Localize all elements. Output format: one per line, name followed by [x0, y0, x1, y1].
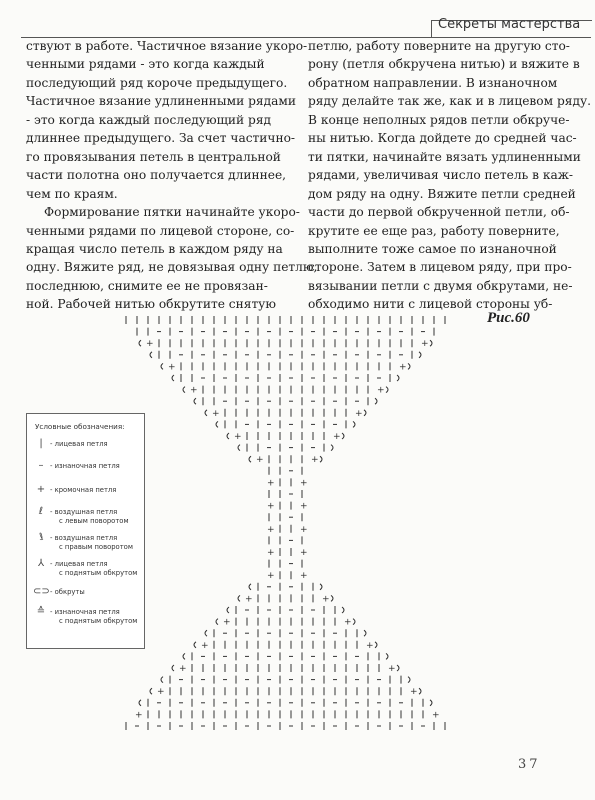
wrap-mark — [205, 410, 207, 416]
yarn-over-right-icon: ℓ — [38, 532, 44, 543]
text-line: части полотна оно получается длиннее, — [26, 168, 287, 183]
chart-row — [194, 641, 377, 651]
edge-stitch-mark: + — [311, 455, 319, 466]
chart-row — [267, 478, 308, 488]
text-line: ствуют в работе. Частичное вязание укоро- — [26, 39, 308, 53]
edge-stitch-mark: + — [267, 571, 275, 582]
chart-row — [227, 432, 344, 442]
text-line: чем по краям. — [26, 186, 118, 201]
chart-row — [269, 490, 302, 498]
chart-row — [269, 467, 302, 475]
text-line: го провязывания петель в центральной — [26, 149, 281, 164]
edge-stitch-mark: + — [179, 664, 187, 674]
wrap-mark — [320, 584, 322, 590]
text-line: одну. Вяжите ряд, не довязывая одну петлю, — [26, 260, 318, 275]
edge-stitch-mark: + — [399, 362, 407, 373]
chart-row — [135, 710, 440, 720]
chart-row — [172, 664, 399, 674]
knit-lifted-wrap-icon: ⅄ — [37, 558, 45, 569]
legend-text: - обкруты — [50, 588, 85, 596]
text-line: ченными рядами по лицевой стороне, со- — [26, 223, 295, 238]
chart-row — [126, 316, 445, 324]
chart-row — [137, 328, 434, 336]
chart-row — [269, 513, 302, 521]
running-header: Секреты мастерства — [438, 17, 581, 32]
chart-row — [205, 409, 366, 419]
text-line: рону (петля обкручена нитью) и вяжите в — [308, 57, 580, 72]
wrap-mark — [161, 363, 163, 369]
chart-row — [216, 420, 355, 428]
wrap-mark — [320, 456, 322, 462]
wrap-mark — [139, 700, 141, 706]
purl-stitch-icon: – — [38, 460, 44, 471]
text-line: обходимо нити с лицевой стороны уб- — [308, 297, 553, 312]
text-line: ны нитью. Когда дойдете до средней час- — [308, 131, 577, 146]
chart-row — [267, 571, 308, 581]
wrap-mark — [238, 445, 240, 451]
text-line: обратном направлении. В изнаночном — [308, 75, 558, 90]
edge-stitch-mark: + — [388, 664, 396, 674]
chart-row — [267, 525, 308, 535]
edge-stitch-mark: + — [212, 408, 220, 419]
text-column-left — [26, 37, 318, 314]
text-line: последнюю, снимите ее не провязан- — [26, 278, 268, 293]
text-line: части до первой обкрученной петли, об- — [308, 205, 570, 220]
edge-stitch-mark: + — [135, 710, 143, 721]
edge-stitch-mark: + — [300, 571, 308, 582]
edge-stitch-icon: + — [36, 484, 46, 495]
wrap-mark — [342, 607, 344, 613]
wrap-mark — [353, 619, 355, 625]
legend-text: - изнаночная петля — [50, 462, 120, 470]
wrap-mark — [172, 375, 174, 381]
text-line: кращая число петель в каждом ряду на — [26, 241, 283, 256]
wrap-mark — [342, 433, 344, 439]
wrap-mark — [194, 398, 196, 404]
wrap-mark — [216, 421, 218, 427]
edge-stitch-mark: + — [234, 432, 242, 442]
chart-row — [238, 444, 333, 452]
edge-stitch-mark: + — [333, 432, 341, 442]
edge-stitch-mark: + — [300, 524, 308, 535]
chart-legend — [26, 413, 145, 649]
wrap-mark — [205, 630, 207, 636]
edge-stitch-mark: + — [344, 617, 352, 628]
wrap-mark — [238, 595, 240, 601]
edge-stitch-mark: + — [410, 687, 418, 698]
yarn-over-left-icon: ℓ — [38, 506, 44, 517]
chart-row — [150, 351, 421, 359]
wrap-mark — [375, 398, 377, 404]
edge-stitch-mark: + — [267, 548, 275, 558]
edge-stitch-mark: + — [267, 524, 275, 535]
text-line: петлю, работу поверните на другую сто- — [308, 39, 570, 53]
text-line: крутите ее еще раз, работу поверните, — [308, 223, 560, 238]
knit-stitch-icon: | — [39, 438, 43, 449]
text-line: ченными рядами - это когда каждый — [26, 57, 265, 72]
edge-stitch-mark: + — [168, 362, 176, 373]
legend-text-cont: с правым поворотом — [59, 543, 133, 551]
text-line: ряду делайте так же, как и в лицевом ряду. — [308, 94, 592, 109]
wrap-mark — [408, 363, 410, 369]
text-line: рядами, увеличивая число петель в каж- — [308, 168, 574, 183]
text-line: Частичное вязание удлиненными рядами — [26, 94, 296, 109]
wrap-mark — [150, 688, 152, 694]
legend-text-cont: с левым поворотом — [59, 517, 129, 525]
chart-row — [183, 386, 388, 396]
legend-text: - лицевая петля — [50, 440, 108, 448]
chart-row — [150, 687, 421, 697]
wrap-mark — [183, 387, 185, 393]
chart-row — [183, 652, 388, 660]
text-line: последующий ряд короче предыдущего. — [26, 75, 288, 90]
text-line: выполните тоже самое по изнаночной — [308, 241, 557, 256]
page-number: 37 — [518, 757, 541, 772]
chart-row — [267, 502, 308, 512]
chart-row — [269, 560, 302, 568]
wrap-mark — [408, 677, 410, 683]
legend-text: - лицевая петля — [50, 560, 108, 568]
chart-row — [194, 397, 377, 405]
edge-stitch-mark: + — [300, 501, 308, 512]
wrap-mark — [364, 630, 366, 636]
edge-stitch-mark: + — [366, 640, 374, 651]
text-line: длиннее предыдущего. За счет частично- — [26, 131, 296, 146]
edge-stitch-mark: + — [300, 478, 308, 489]
edge-stitch-mark: + — [377, 385, 385, 396]
wrap-mark — [249, 456, 251, 462]
chart-row — [161, 362, 410, 372]
wrap-mark — [430, 340, 432, 346]
wrap-mark — [430, 700, 432, 706]
text-line: - это когда каждый последующий ряд — [26, 112, 272, 127]
text-line: ной. Рабочей нитью обкрутите снятую — [26, 297, 276, 312]
chart-row — [238, 594, 333, 604]
wrap-mark — [397, 375, 399, 381]
text-line: стороне. Затем в лицевом ряду, при про- — [308, 260, 572, 275]
wrap-mark — [172, 665, 174, 671]
text-line: ти пятки, начинайте вязать удлиненными — [308, 149, 581, 164]
edge-stitch-mark: + — [201, 640, 209, 651]
chart-row — [249, 583, 322, 591]
chart-row — [205, 629, 366, 637]
text-line: В конце неполных рядов петли обкруче- — [308, 112, 570, 127]
wrap-mark — [419, 352, 421, 358]
edge-stitch-mark: + — [223, 617, 231, 628]
wrap-mark — [216, 619, 218, 625]
wrap-mark — [227, 433, 229, 439]
wrap-mark — [194, 642, 196, 648]
legend-title: Условные обозначения: — [35, 422, 125, 431]
chart-row — [172, 374, 399, 382]
wrap-mark — [139, 340, 141, 346]
chart-row — [249, 455, 322, 465]
legend-text-cont: с поднятым обкрутом — [59, 569, 138, 577]
edge-stitch-mark: + — [190, 385, 198, 396]
edge-stitch-mark: + — [322, 594, 330, 605]
text-line: вязывании петли с двумя обкрутами, не- — [308, 278, 573, 293]
chart-row — [161, 676, 410, 684]
edge-stitch-mark: + — [355, 408, 363, 419]
edge-stitch-mark: + — [146, 339, 154, 350]
text-column-right — [308, 37, 592, 314]
edge-stitch-mark: + — [267, 478, 275, 489]
chart-row — [139, 339, 432, 349]
chart-row — [267, 548, 308, 558]
wrap-mark — [397, 665, 399, 671]
chart-row — [216, 618, 355, 628]
legend-text: - изнаночная петля — [50, 608, 120, 616]
wrap-mark — [419, 688, 421, 694]
wrap-mark — [364, 410, 366, 416]
text-line: Формирование пятки начинайте укоро- — [44, 205, 300, 220]
legend-text: - воздушная петля — [50, 534, 118, 542]
wrap-mark — [227, 607, 229, 613]
text-line: дом ряду на одну. Вяжите петли средней — [308, 186, 576, 201]
wrap-mark — [150, 352, 152, 358]
wrap-mark — [331, 595, 333, 601]
wrap-mark — [386, 653, 388, 659]
edge-stitch-mark: + — [245, 594, 253, 605]
wrap-mark — [161, 677, 163, 683]
purl-lifted-wrap-icon: ≙ — [36, 606, 46, 617]
wrap-mark — [183, 653, 185, 659]
chart-row — [227, 606, 344, 614]
wrap-mark — [331, 445, 333, 451]
wrap-mark — [249, 584, 251, 590]
edge-stitch-mark: + — [300, 548, 308, 558]
knitting-chart — [114, 313, 464, 733]
edge-stitch-mark: + — [256, 455, 264, 466]
figure-label: Рис.60 — [487, 310, 530, 326]
wrap-mark — [386, 387, 388, 393]
legend-text: - кромочная петля — [50, 486, 117, 494]
chart-row — [139, 699, 432, 707]
edge-stitch-mark: + — [432, 710, 440, 721]
chart-row — [126, 722, 445, 730]
chart-row — [269, 536, 302, 544]
wrap-mark — [353, 421, 355, 427]
edge-stitch-mark: + — [421, 339, 429, 350]
legend-text-cont: с поднятым обкрутом — [59, 617, 138, 625]
edge-stitch-mark: + — [267, 501, 275, 512]
wrap-mark — [375, 642, 377, 648]
edge-stitch-mark: + — [157, 687, 165, 698]
wraps-icon: ⊂⊃ — [33, 586, 50, 597]
legend-text: - воздушная петля — [50, 508, 118, 516]
